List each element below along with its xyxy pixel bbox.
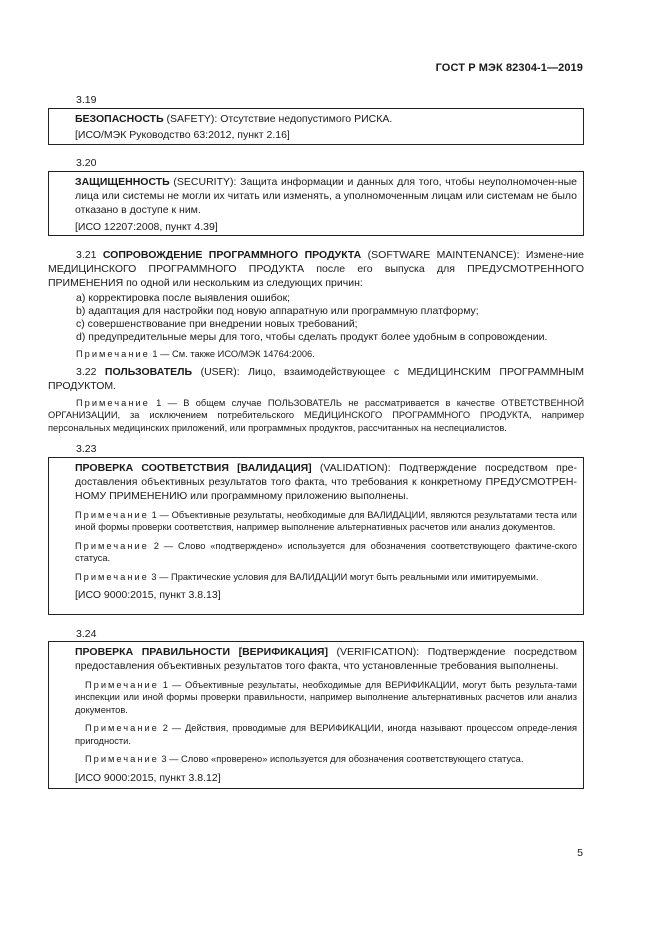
note-text: 3 — Практические условия для ВАЛИДАЦИИ могут быть реальными или имитируемыми.: [148, 571, 539, 582]
note-text: 1 — См. также ИСО/МЭК 14764:2006.: [149, 349, 315, 359]
note: [75, 509, 577, 534]
clause-number-3-22: 3.22: [76, 366, 105, 378]
note-text: 3 — Слово «проверено» используется для обозначения соответствующего статуса.: [158, 754, 524, 765]
source-reference: [ИСО 12207:2008, пункт 4.39]: [75, 221, 218, 233]
list-item: a) корректировка после выявления ошибок;: [76, 292, 291, 304]
term-verification: ПРОВЕРКА ПРАВИЛЬНОСТИ [ВЕРИФИКАЦИЯ]: [75, 646, 328, 658]
term-validation: ПРОВЕРКА СООТВЕТСТВИЯ [ВАЛИДАЦИЯ]: [75, 462, 312, 474]
note-label: Примечание: [76, 349, 150, 359]
definition-body: (VALIDATION): Подтверждение посредством пре-доставления объективных результатов того факта, что требования к конкретному ПРЕДУСМОТРЕН-НОМУ ПРИМЕНЕНИЮ или программному приложению выполнены.: [75, 462, 578, 502]
term-safety: БЕЗОПАСНОСТЬ: [75, 113, 164, 125]
clause-number-3-19: 3.19: [76, 94, 97, 106]
note-text: 1 — Объективные результаты, необходимые для ВЕРИФИКАЦИИ, могут быть результа-тами инспекции или иной формы проверки правильности, например выполнение альтернативных расчетов или анализ документов.: [75, 680, 577, 715]
definition-box-safety: [48, 108, 584, 145]
clause-3-21: [48, 248, 584, 360]
definition-box-security: [48, 171, 584, 236]
definition-body: (VERIFICATION): Подтверждение посредством предоставления объективных результатов того факта, что установленные требования выполнены.: [75, 646, 577, 672]
note-label: Примечание: [85, 754, 159, 765]
definition-text: [75, 112, 577, 126]
note-label: Примечание: [85, 723, 159, 734]
definition-body: (SOFTWARE MAINTENANCE): Измене-ние МЕДИЦИНСКОГО ПРОГРАММНОГО ПРОДУКТА после его выпуска для ПРЕДУСМОТРЕННОГО ПРИМЕНЕНИЯ по одной или нескольким из следующих причин:: [48, 249, 584, 289]
definition-text: [48, 248, 584, 290]
note-label: Примечание: [75, 571, 149, 582]
note-label: Примечание: [75, 540, 149, 551]
note-text: 1 — Объективные результаты, необходимые для ВАЛИДАЦИИ, являются результатами теста или иной формы проверки соответствия, например выполнение альтернативных расчетов или анализ документов.: [75, 510, 577, 533]
note-label: Примечание: [76, 398, 150, 408]
source-reference: [ИСО 9000:2015, пункт 3.8.12]: [75, 772, 221, 785]
note-label: Примечание: [85, 680, 159, 690]
list-item: d) предупредительные меры для того, чтобы сделать продукт более удобным в сопровождении.: [76, 331, 548, 343]
clause-number-3-20: 3.20: [76, 157, 97, 169]
note: [75, 540, 577, 565]
definition-body: (SECURITY): Защита информации и данных для того, чтобы неуполномочен-ные лица или системы не могли их читать или изменять, а уполномоченным лицам или системам не было отказано в доступе к ним.: [75, 176, 577, 216]
note: [75, 571, 577, 583]
clause-number-3-24: 3.24: [76, 628, 97, 640]
definition-text: [75, 461, 577, 503]
term-software-maintenance: СОПРОВОЖДЕНИЕ ПРОГРАММНОГО ПРОДУКТА: [102, 249, 362, 261]
definition-text: [48, 365, 584, 393]
definition-box-validation: [48, 457, 584, 615]
definition-text: [75, 645, 577, 673]
term-security: ЗАЩИЩЕННОСТЬ: [75, 176, 170, 188]
clause-3-22: [48, 365, 584, 434]
definition-text: [75, 175, 577, 217]
definition-box-verification: [48, 641, 584, 789]
term-user: ПОЛЬЗОВАТЕЛЬ: [104, 366, 193, 378]
note-label: Примечание: [75, 510, 149, 520]
note: [75, 679, 577, 716]
note-text: 1 — В общем случае ПОЛЬЗОВАТЕЛЬ не рассматривается в качестве ОТВЕТСТВЕННОЙ ОРГАНИЗАЦИИ, за исключением потребительского МЕДИЦИНСКОГО ПРОГРАММНОГО ПРОДУКТА, например персональных медицинских приложений, или программных продуктов, рассчитанных на неспециалистов.: [48, 398, 584, 433]
note: [48, 397, 584, 434]
source-reference: [ИСО 9000:2015, пункт 3.8.13]: [75, 589, 221, 602]
page-number: 5: [577, 847, 583, 859]
clause-number-3-23: 3.23: [76, 443, 97, 455]
list-item: b) адаптация для настройки под новую аппаратную или программную платформу;: [76, 305, 479, 317]
definition-body: (SAFETY): Отсутствие недопустимого РИСКА.: [163, 113, 393, 125]
source-reference: [ИСО/МЭК Руководство 63:2012, пункт 2.16]: [75, 129, 290, 141]
note: [75, 753, 577, 765]
note-text: 2 — Слово «подтверждено» используется для обозначения соответствующего фактиче-ского статуса.: [75, 540, 577, 564]
note: [48, 348, 584, 360]
note-text: 2 — Действия, проводимые для ВЕРИФИКАЦИИ, иногда называют процессом опреде-ления пригодности.: [75, 723, 577, 746]
clause-number-3-21: 3.21: [76, 249, 103, 261]
note: [75, 722, 577, 747]
list-item: c) совершенствование при внедрении новых требований;: [76, 318, 358, 330]
document-header: ГОСТ Р МЭК 82304-1—2019: [435, 62, 583, 74]
definition-body: (USER): Лицо, взаимодействующее с МЕДИЦИНСКИМ ПРОГРАММНЫМ ПРОДУКТОМ.: [48, 366, 584, 392]
